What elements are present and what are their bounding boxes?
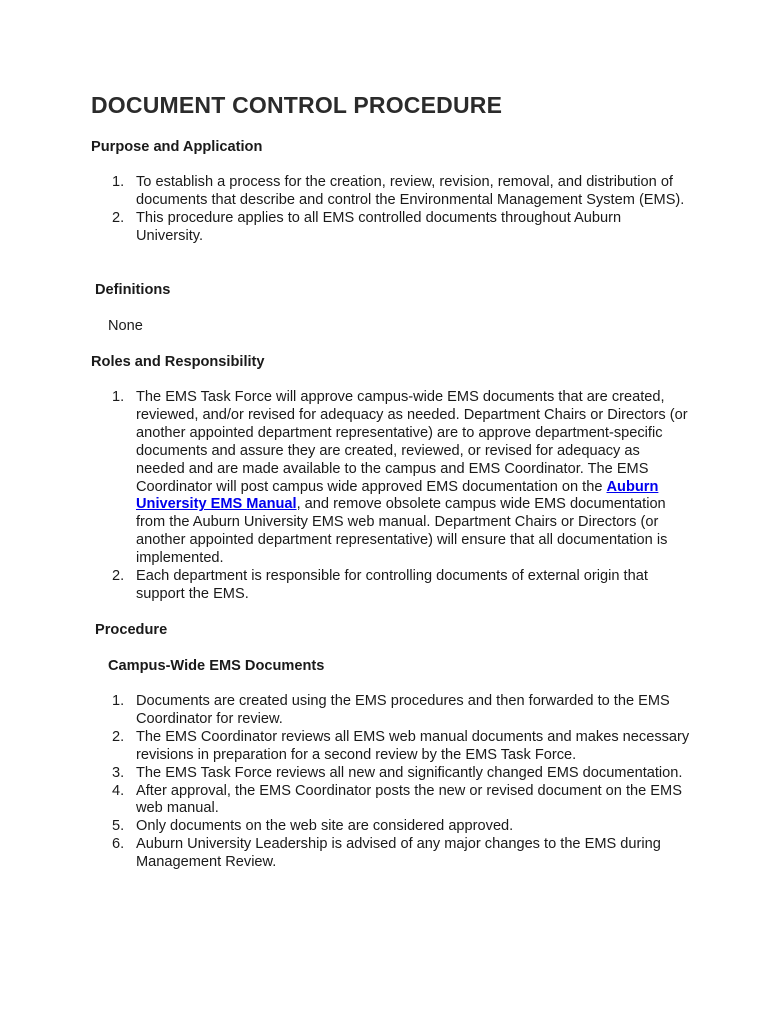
list-item (91, 568, 691, 604)
list-item-number: 2. (112, 728, 125, 745)
list-item-number: 1. (112, 174, 125, 190)
list-item-text: Each department is responsible for controlling documents of external origin that support the EMS. (136, 568, 648, 602)
section-heading-roles: Roles and Responsibility (91, 354, 265, 370)
section-heading-purpose: Purpose and Application (91, 139, 263, 155)
roles-list (91, 389, 691, 604)
ems-manual-link[interactable]: Auburn University EMS Manual (136, 478, 659, 513)
list-item-number: 1. (112, 389, 125, 405)
section-heading-definitions: Definitions (95, 282, 171, 298)
list-item-text-continued: , and remove obsolete campus wide EMS documentation from the Auburn University EMS web manual. Department Chairs or Directors (or another appointed department representative) will ensure that all documentation is implemented. (136, 496, 668, 567)
procedure-list (91, 693, 691, 872)
purpose-list (91, 174, 691, 246)
list-item (91, 836, 691, 872)
list-item-text: The EMS Task Force will approve campus-wide EMS documents that are created, reviewed, and/or revised for adequacy as needed. Department Chairs or Directors (or another appointed department representative) are to approve department-specific documents and assure they are created, reviewed, or revised for adequacy as needed and are made available to the campus and EMS Coordinator. The EMS Coordinator will post campus wide approved EMS documentation on the (136, 389, 688, 495)
list-item (91, 729, 691, 765)
list-item-text: The EMS Coordinator reviews all EMS web manual documents and makes necessary revisions in preparation for a second review by the EMS Task Force. (136, 728, 690, 763)
list-item-text: To establish a process for the creation, review, revision, removal, and distribution of documents that describe and control the Environmental Management System (EMS). (136, 174, 685, 208)
list-item (91, 174, 691, 210)
list-item-number: 1. (112, 693, 125, 709)
list-item-number: 2. (112, 568, 125, 585)
list-item-number: 4. (112, 782, 125, 799)
list-item (91, 389, 691, 568)
list-item-text: Documents are created using the EMS procedures and then forwarded to the EMS Coordinator for review. (136, 693, 670, 727)
list-item-number: 6. (112, 836, 125, 853)
definitions-text: None (108, 318, 143, 334)
list-item (91, 210, 691, 246)
list-item (91, 818, 691, 836)
list-item-number: 5. (112, 818, 125, 835)
list-item-text: Only documents on the web site are considered approved. (136, 818, 514, 835)
list-item-text: Auburn University Leadership is advised of any major changes to the EMS during Management Review. (136, 836, 661, 871)
list-item-text: After approval, the EMS Coordinator posts the new or revised document on the EMS web manual. (136, 782, 682, 817)
list-item (91, 783, 691, 819)
section-heading-procedure: Procedure (95, 622, 168, 638)
document-title: DOCUMENT CONTROL PROCEDURE (91, 92, 503, 118)
list-item (91, 693, 691, 729)
list-item (91, 765, 691, 783)
subsection-heading-campus-wide: Campus-Wide EMS Documents (108, 658, 325, 674)
list-item-text: The EMS Task Force reviews all new and significantly changed EMS documentation. (136, 764, 683, 781)
list-item-number: 3. (112, 764, 125, 781)
list-item-text: This procedure applies to all EMS controlled documents throughout Auburn University. (136, 209, 622, 244)
list-item-number: 2. (112, 209, 125, 226)
